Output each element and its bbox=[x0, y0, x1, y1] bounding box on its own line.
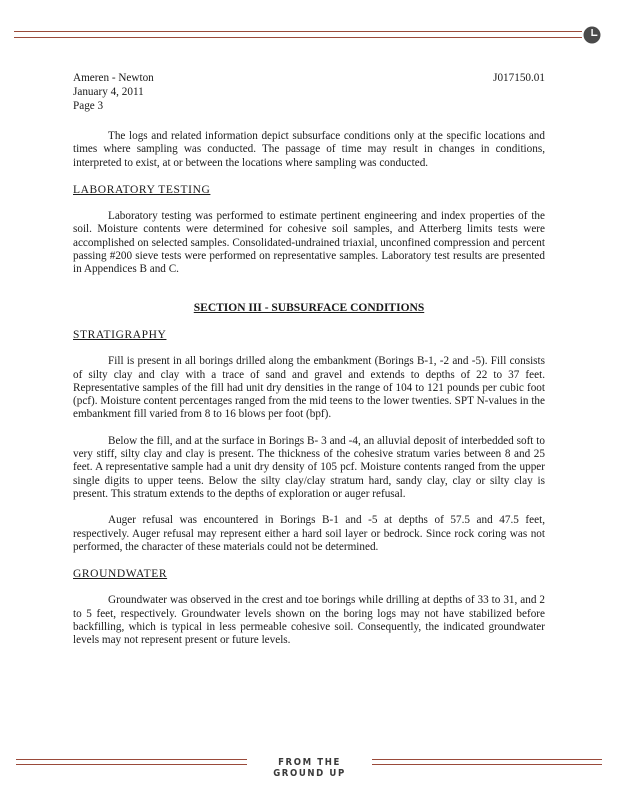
footer-rule-right-top bbox=[372, 759, 602, 760]
groundwater-paragraph: Groundwater was observed in the crest and toe borings while drilling at depths of 33 to 31, and 2 to 5 feet, respectively. Groundwater levels shown on the boring logs may not have stabilized before backfilling, which is typical in less permeable cohesive soil. Consequently, the indicated groundwater levels may not represent present or future levels. bbox=[73, 594, 545, 647]
stratigraphy-paragraph-3: Auger refusal was encountered in Borings B-1 and -5 at depths of 57.5 and 47.5 feet, respectively. Auger refusal may represent either a hard soil layer or bedrock. Since rock coring was not performed, the character of these materials could not be determined. bbox=[73, 514, 545, 553]
footer-tagline: FROM THE GROUND UP bbox=[273, 757, 346, 779]
footer-rule-left-top bbox=[16, 759, 247, 760]
laboratory-testing-heading: LABORATORY TESTING bbox=[73, 183, 211, 196]
intro-paragraph: The logs and related information depict subsurface conditions only at the specific locations and times where sampling was conducted. The passage of time may result in changes in conditions, interpreted to exist, at or between the locations where sampling was conducted. bbox=[73, 130, 545, 169]
stratigraphy-paragraph-1: Fill is present in all borings drilled along the embankment (Borings B-1, -2 and -5). Fill consists of silty clay and clay with a trace of sand and gravel and extends to depths of 22 to 37 feet. Representative samples of the fill had unit dry densities in the range of 104 to 121 pounds per cubic foot (pcf). Moisture content percentages ranged from the mid teens to the lower twenties. SPT N-values in the embankment fill varied from 8 to 16 blows per foot (bpf). bbox=[73, 355, 545, 421]
job-number: J017150.01 bbox=[493, 72, 545, 84]
company-logo-icon bbox=[583, 26, 601, 44]
header-rule-bottom bbox=[14, 37, 582, 38]
stratigraphy-paragraph-2: Below the fill, and at the surface in Borings B- 3 and -4, an alluvial deposit of interbedded soft to very stiff, silty clay and clay is present. The thickness of the cohesive stratum varies between 8 and 25 feet. A representative sample had a unit dry density of 105 pcf. Moisture contents ranged from the upper single digits to upper teens. Below the silty clay/clay stratum hard, sandy clay, clay or silty clay is present. This stratum extends to the depths of exploration or auger refusal. bbox=[73, 434, 545, 500]
footer-rule-right-bottom bbox=[372, 764, 602, 765]
letter-body bbox=[73, 72, 545, 648]
letter-date: January 4, 2011 bbox=[73, 86, 144, 98]
page-number: Page 3 bbox=[73, 100, 104, 112]
header-rule-top bbox=[14, 31, 582, 32]
client-name: Ameren - Newton bbox=[73, 72, 154, 84]
groundwater-heading: GROUNDWATER bbox=[73, 568, 168, 581]
stratigraphy-heading: STRATIGRAPHY bbox=[73, 328, 167, 341]
footer-rule-left-bottom bbox=[16, 764, 247, 765]
letter-header bbox=[73, 72, 545, 114]
section-heading: SECTION III - SUBSURFACE CONDITIONS bbox=[193, 301, 425, 314]
laboratory-paragraph: Laboratory testing was performed to estimate pertinent engineering and index properties of the soil. Moisture contents were determined for cohesive soil samples, and Atterberg limits tests were accomplished on selected samples. Consolidated-undrained triaxial, unconfined compression and percent passing #200 sieve tests were performed on representative samples. Laboratory test results are presented in Appendices B and C. bbox=[73, 210, 545, 276]
